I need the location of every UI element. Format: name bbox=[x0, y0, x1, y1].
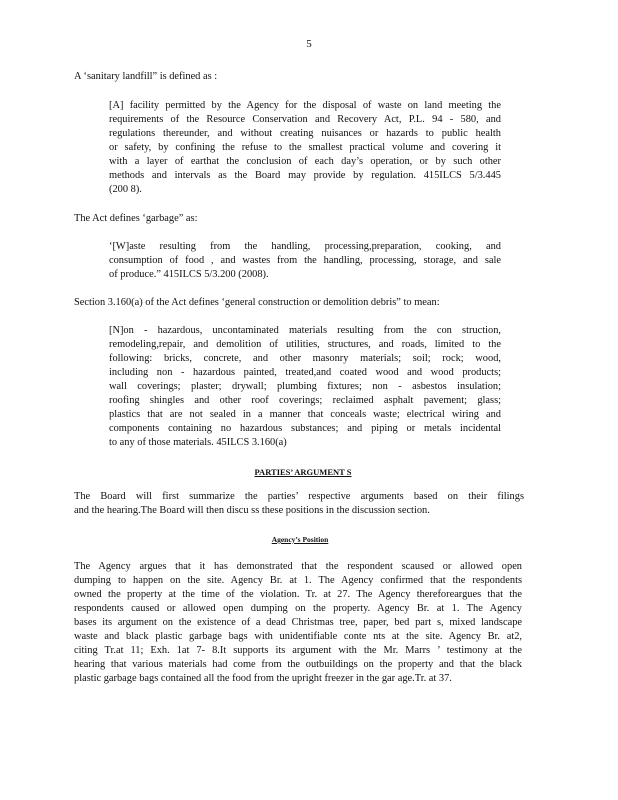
text-line: The Agency argues that it has demonstrated that the respondent scaused or allowed open bbox=[74, 561, 522, 572]
subheading-agency-position bbox=[0, 533, 609, 547]
text-line: owned the property at the time of the violation. Tr. at 27. The Agency thereforeargues that the bbox=[74, 589, 522, 600]
garbage-definition-quote bbox=[109, 240, 501, 282]
text-line: [A] facility permitted by the Agency for the disposal of waste on land meeting the bbox=[109, 100, 501, 111]
text-line: of produce.” 415ILCS 5/3.200 (2008). bbox=[109, 269, 269, 280]
text-line: respondents caused or allowed open dumping on the property. Agency Br. at 1. The Agency bbox=[74, 603, 522, 614]
text-line: The Board will first summarize the parties’ respective arguments based on their filings bbox=[74, 491, 524, 502]
text-line: remodeling,repair, and demolition of utilities, structures, and roads, limited to the bbox=[109, 339, 501, 350]
text-line: dumping to happen on the site. Agency Br. at 1. The Agency confirmed that the respondents bbox=[74, 575, 522, 586]
text-line: plastics that are not sealed in a manner that conceals waste; electrical wiring and bbox=[109, 409, 501, 420]
text-line: wall coverings; plaster; drywall; plumbing fixtures; non - asbestos insulation; bbox=[109, 381, 501, 392]
text-line: (200 8). bbox=[109, 184, 142, 195]
landfill-definition-intro: A ‘sanitary landfill” is defined as : bbox=[74, 71, 218, 82]
text-line: to any of those materials. 45ILCS 3.160(a) bbox=[109, 437, 287, 448]
page-number: 5 bbox=[306, 38, 312, 50]
text-line: ‘[W]aste resulting from the handling, processing,preparation, cooking, and bbox=[109, 241, 501, 252]
text-line: methods and intervals as the Board may provide by regulation. 415ILCS 5/3.445 bbox=[109, 170, 501, 181]
debris-definition-intro: Section 3.160(a) of the Act defines ‘general construction or demolition debris” to mean: bbox=[74, 297, 440, 308]
debris-definition-quote bbox=[109, 324, 501, 450]
text-line: [N]on - hazardous, uncontaminated materials resulting from the con struction, bbox=[109, 325, 501, 336]
garbage-definition-intro: The Act defines ‘garbage” as: bbox=[74, 213, 198, 224]
text-line: citing Tr.at 11; Exh. 1at 7- 8.It supports its argument with the Mr. Marrs ’ testimony at the bbox=[74, 645, 522, 656]
text-line: plastic garbage bags contained all the food from the upright freezer in the gar age.Tr. at 37. bbox=[74, 673, 452, 684]
subheading-text: Agency’s Position bbox=[271, 535, 329, 544]
text-line: and the hearing.The Board will then discu ss these positions in the discussion section. bbox=[74, 505, 430, 516]
text-line: regulations thereunder, and without creating nuisances or hazards to public health bbox=[109, 128, 501, 139]
text-line: including non - hazardous painted, treated,and coated wood and wood products; bbox=[109, 367, 501, 378]
summary-paragraph bbox=[74, 490, 524, 518]
section-heading-text: PARTIES’ ARGUMENT S bbox=[254, 467, 352, 477]
text-line: roofing shingles and other roof coverings; reclaimed asphalt pavement; glass; bbox=[109, 395, 501, 406]
text-line: requirements of the Resource Conservation and Recovery Act, P.L. 94 - 580, and bbox=[109, 114, 501, 125]
text-line: bases its argument on the existence of a dead Christmas tree, paper, bed part s, mixed landscape bbox=[74, 617, 522, 628]
text-line: following: bricks, concrete, and other masonry materials; soil; rock; wood, bbox=[109, 353, 501, 364]
text-line: with a layer of earthat the conclusion of each day’s operation, or by such other bbox=[109, 156, 501, 167]
text-line: waste and black plastic garbage bags with unidentifiable conte nts at the site. Agency Br. at2, bbox=[74, 631, 522, 642]
text-line: consumption of food , and wastes from the handling, processing, storage, and sale bbox=[109, 255, 501, 266]
section-heading-parties-arguments bbox=[0, 465, 612, 479]
text-line: components containing no hazardous substances; and piping or metals incidental bbox=[109, 423, 501, 434]
text-line: or safety, by confining the refuse to the smallest practical volume and covering it bbox=[109, 142, 501, 153]
landfill-definition-quote bbox=[109, 99, 501, 197]
agency-position-paragraph bbox=[74, 560, 522, 686]
text-line: hearing that various materials had come from the outbuildings on the property and that the black bbox=[74, 659, 522, 670]
